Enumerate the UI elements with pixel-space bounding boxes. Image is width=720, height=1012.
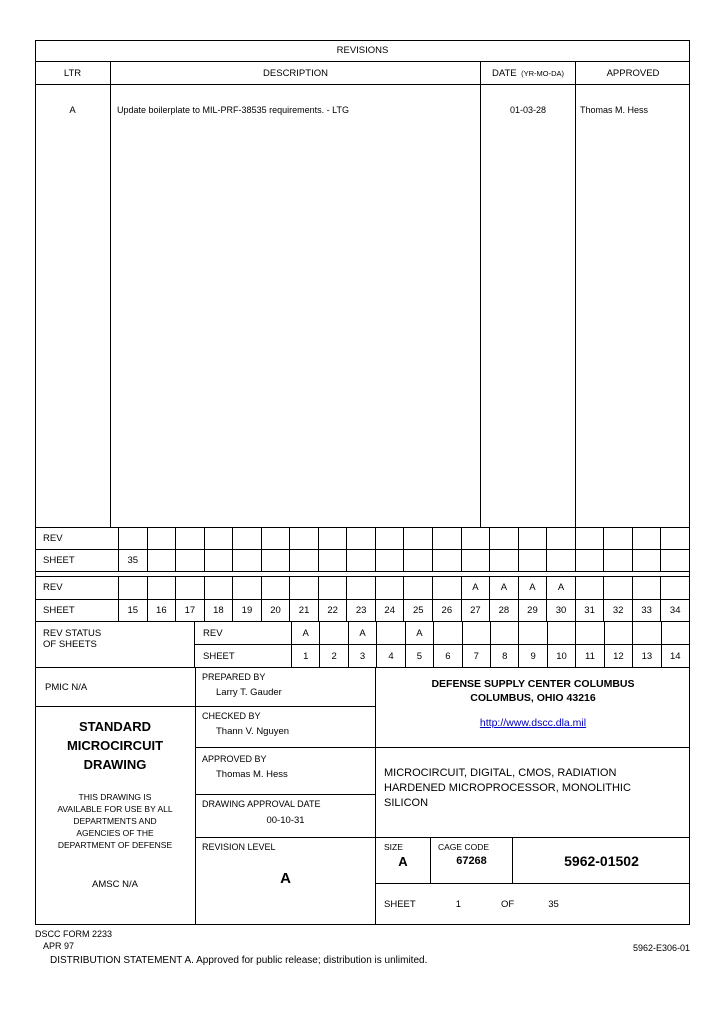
grid-cell: 17 bbox=[176, 600, 205, 622]
grid-cell: 5 bbox=[406, 645, 434, 667]
grid-cell: 34 bbox=[661, 600, 690, 622]
grid-cell: 29 bbox=[519, 600, 548, 622]
approved-by-label: APPROVED BY bbox=[202, 754, 267, 764]
grid-cell bbox=[490, 528, 519, 549]
grid-cell bbox=[433, 528, 462, 549]
rev-status-of-sheets-label bbox=[35, 622, 195, 667]
grid-cell bbox=[148, 528, 177, 549]
grid-cell bbox=[633, 622, 661, 644]
pmic-value: PMIC N/A bbox=[45, 681, 88, 693]
grid-cell: A bbox=[490, 577, 519, 599]
grid-cell: A bbox=[349, 622, 377, 644]
grid-cell bbox=[434, 622, 462, 644]
approved-by-box bbox=[195, 748, 375, 795]
date-label: DATE bbox=[491, 67, 517, 79]
grid-cell bbox=[463, 622, 491, 644]
col-header-date bbox=[480, 62, 575, 85]
grid-cell bbox=[319, 550, 348, 571]
cage-code-label: CAGE CODE bbox=[438, 842, 490, 852]
grid-cell: 8 bbox=[491, 645, 519, 667]
revision-entry-approved-column bbox=[575, 85, 690, 527]
grid-cell bbox=[233, 550, 262, 571]
grid-cell: 19 bbox=[233, 600, 262, 622]
drawing-approval-date-label: DRAWING APPROVAL DATE bbox=[202, 799, 321, 809]
distribution-statement: DISTRIBUTION STATEMENT A. Approved for public release; distribution is unlimited. bbox=[50, 955, 428, 966]
agency-name-line2: COLUMBUS, OHIO 43216 bbox=[470, 692, 596, 704]
grid-cell: 25 bbox=[404, 600, 433, 622]
form-date: APR 97 bbox=[43, 941, 75, 951]
rev-row-label: REV bbox=[35, 577, 119, 599]
checked-by-box bbox=[195, 707, 375, 748]
revision-level-label: REVISION LEVEL bbox=[202, 842, 276, 852]
grid-cell: 6 bbox=[434, 645, 462, 667]
drawing-approval-date-value: 00-10-31 bbox=[266, 815, 305, 826]
rev-status-band-3 bbox=[35, 621, 690, 667]
grid-cell bbox=[320, 622, 348, 644]
grid-cell: 24 bbox=[376, 600, 405, 622]
grid-cell: 23 bbox=[347, 600, 376, 622]
grid-cell bbox=[576, 577, 605, 599]
date-format-label: (YR-MO-DA) bbox=[521, 68, 564, 78]
standard-microcircuit-title: STANDARD MICROCIRCUIT DRAWING bbox=[66, 719, 164, 772]
grid-cell bbox=[519, 622, 547, 644]
revision-level-value: A bbox=[280, 870, 291, 887]
grid-cell bbox=[205, 528, 234, 549]
sheet-number: 1 bbox=[455, 899, 461, 910]
grid-cell: 1 bbox=[292, 645, 320, 667]
agency-name-line1: DEFENSE SUPPLY CENTER COLUMBUS bbox=[431, 678, 635, 690]
grid-cell bbox=[404, 577, 433, 599]
grid-cell: 21 bbox=[290, 600, 319, 622]
grid-cell: 7 bbox=[463, 645, 491, 667]
grid-cell bbox=[633, 577, 662, 599]
sheet-label: SHEET bbox=[384, 899, 416, 910]
grid-cell bbox=[462, 550, 491, 571]
cage-code-cell bbox=[431, 838, 513, 883]
grid-cell bbox=[604, 528, 633, 549]
grid-cell bbox=[604, 577, 633, 599]
grid-cell: 15 bbox=[119, 600, 148, 622]
grid-cell bbox=[262, 577, 291, 599]
of-label: OF bbox=[500, 899, 515, 910]
grid-cell bbox=[547, 528, 576, 549]
grid-cell bbox=[661, 577, 690, 599]
grid-cell bbox=[376, 528, 405, 549]
grid-cell bbox=[319, 577, 348, 599]
checked-by-value: Thann V. Nguyen bbox=[216, 726, 290, 737]
grid-cell bbox=[205, 577, 234, 599]
grid-cell: 4 bbox=[377, 645, 405, 667]
grid-cell: 3 bbox=[349, 645, 377, 667]
grid-cell: 2 bbox=[320, 645, 348, 667]
sheet-row-cells bbox=[119, 550, 690, 571]
grid-cell bbox=[119, 577, 148, 599]
revisions-title: REVISIONS bbox=[35, 40, 690, 62]
rev-row-cells bbox=[119, 528, 690, 549]
grid-cell: 13 bbox=[633, 645, 661, 667]
size-cell bbox=[376, 838, 431, 883]
grid-cell: A bbox=[292, 622, 320, 644]
col-header-description: DESCRIPTION bbox=[110, 62, 480, 85]
grid-cell: 28 bbox=[490, 600, 519, 622]
grid-cell: 20 bbox=[262, 600, 291, 622]
col-header-approved: APPROVED bbox=[575, 62, 690, 85]
grid-cell bbox=[176, 550, 205, 571]
grid-cell bbox=[176, 577, 205, 599]
grid-cell bbox=[519, 550, 548, 571]
grid-cell: 26 bbox=[433, 600, 462, 622]
grid-cell bbox=[233, 528, 262, 549]
revision-entry-date-column bbox=[480, 85, 575, 527]
grid-cell bbox=[576, 622, 604, 644]
grid-cell bbox=[661, 528, 690, 549]
sheet-row-label: SHEET bbox=[35, 550, 119, 571]
grid-cell: A bbox=[406, 622, 434, 644]
grid-cell bbox=[462, 528, 491, 549]
form-number: DSCC FORM 2233 bbox=[35, 929, 113, 939]
approved-by-value: Thomas M. Hess bbox=[216, 769, 288, 780]
grid-cell bbox=[148, 577, 177, 599]
rev-row-cells bbox=[119, 577, 690, 599]
grid-cell: 18 bbox=[205, 600, 234, 622]
grid-cell bbox=[347, 528, 376, 549]
grid-cell: 27 bbox=[462, 600, 491, 622]
grid-cell bbox=[576, 550, 605, 571]
grid-cell bbox=[148, 550, 177, 571]
grid-cell bbox=[377, 622, 405, 644]
revision-entry-date: 01-03-28 bbox=[509, 105, 547, 115]
grid-cell bbox=[404, 528, 433, 549]
grid-cell bbox=[119, 528, 148, 549]
grid-cell: 9 bbox=[519, 645, 547, 667]
col-header-ltr: LTR bbox=[35, 62, 110, 85]
grid-cell bbox=[604, 550, 633, 571]
grid-cell: 31 bbox=[576, 600, 605, 622]
grid-cell: 22 bbox=[319, 600, 348, 622]
size-label: SIZE bbox=[384, 842, 403, 852]
grid-cell bbox=[347, 577, 376, 599]
revision-entry-ltr-column bbox=[35, 85, 110, 527]
sheet-row-cells bbox=[119, 600, 690, 622]
prepared-by-box bbox=[195, 667, 375, 707]
smd-number: 5962-01502 bbox=[564, 852, 639, 869]
device-title-box bbox=[375, 748, 690, 838]
grid-cell: 14 bbox=[662, 645, 690, 667]
rev-row-label: REV bbox=[35, 528, 119, 549]
grid-cell bbox=[547, 550, 576, 571]
prepared-by-label: PREPARED BY bbox=[202, 672, 266, 682]
grid-cell bbox=[491, 622, 519, 644]
sheet-row-cells bbox=[292, 645, 690, 667]
grid-cell: 16 bbox=[148, 600, 177, 622]
grid-cell bbox=[633, 550, 662, 571]
grid-cell bbox=[347, 550, 376, 571]
grid-cell bbox=[633, 528, 662, 549]
grid-cell: 12 bbox=[605, 645, 633, 667]
grid-cell bbox=[205, 550, 234, 571]
rev-status-band-2 bbox=[35, 576, 690, 621]
grid-cell bbox=[262, 528, 291, 549]
grid-cell bbox=[490, 550, 519, 571]
size-value: A bbox=[398, 854, 408, 869]
grid-cell bbox=[519, 528, 548, 549]
grid-cell bbox=[576, 528, 605, 549]
sheet-count-row bbox=[375, 884, 690, 925]
availability-statement: THIS DRAWING IS AVAILABLE FOR USE BY ALL DEPARTMENTS AND AGENCIES OF THE DEPARTMENT OF DEFENSE bbox=[57, 792, 173, 850]
agency-box bbox=[375, 667, 690, 748]
revision-entry-approved: Thomas M. Hess bbox=[580, 105, 649, 115]
grid-cell: 11 bbox=[576, 645, 604, 667]
grid-cell: 35 bbox=[119, 550, 148, 571]
prepared-by-value: Larry T. Gauder bbox=[216, 687, 282, 698]
document-number: 5962-E306-01 bbox=[632, 943, 690, 953]
grid-cell: A bbox=[519, 577, 548, 599]
grid-cell bbox=[290, 577, 319, 599]
grid-cell: 33 bbox=[633, 600, 662, 622]
checked-by-label: CHECKED BY bbox=[202, 711, 261, 721]
cage-code-value: 67268 bbox=[456, 855, 487, 867]
grid-cell bbox=[376, 550, 405, 571]
sheet-row-label: SHEET bbox=[195, 645, 292, 667]
grid-cell bbox=[433, 550, 462, 571]
grid-cell: A bbox=[547, 577, 576, 599]
grid-cell bbox=[290, 550, 319, 571]
revision-entry-ltr: A bbox=[69, 105, 76, 116]
grid-cell bbox=[262, 550, 291, 571]
grid-cell bbox=[376, 577, 405, 599]
agency-url-link[interactable]: http://www.dscc.dla.mil bbox=[479, 717, 587, 729]
device-title: MICROCIRCUIT, DIGITAL, CMOS, RADIATION HARDENED MICROPROCESSOR, MONOLITHIC SILICON bbox=[384, 767, 631, 809]
rev-row-cells bbox=[292, 622, 690, 644]
grid-cell bbox=[548, 622, 576, 644]
grid-cell: A bbox=[462, 577, 491, 599]
grid-cell bbox=[662, 622, 690, 644]
sheet-row-label: SHEET bbox=[35, 600, 119, 622]
sheet-total: 35 bbox=[548, 899, 559, 910]
grid-cell bbox=[661, 550, 690, 571]
drawing-approval-date-box bbox=[195, 795, 375, 838]
grid-cell bbox=[319, 528, 348, 549]
revision-level-box bbox=[195, 838, 375, 925]
grid-cell bbox=[290, 528, 319, 549]
size-cage-smd-row bbox=[375, 838, 690, 884]
grid-cell: 10 bbox=[548, 645, 576, 667]
standard-microcircuit-box bbox=[35, 707, 195, 925]
grid-cell bbox=[176, 528, 205, 549]
grid-cell: 32 bbox=[604, 600, 633, 622]
rev-status-line2: OF SHEETS bbox=[43, 639, 97, 650]
grid-cell bbox=[233, 577, 262, 599]
rev-status-band-1 bbox=[35, 527, 690, 572]
grid-cell: 30 bbox=[547, 600, 576, 622]
grid-cell bbox=[605, 622, 633, 644]
rev-status-line1: REV STATUS bbox=[43, 628, 102, 639]
grid-cell bbox=[433, 577, 462, 599]
revision-entry-description-column bbox=[110, 85, 480, 527]
amsc-value: AMSC N/A bbox=[92, 879, 138, 890]
revision-entry-description: Update boilerplate to MIL-PRF-38535 requirements. - LTG bbox=[117, 105, 349, 115]
grid-cell bbox=[404, 550, 433, 571]
pmic-box bbox=[35, 667, 195, 707]
rev-row-label: REV bbox=[195, 622, 292, 644]
